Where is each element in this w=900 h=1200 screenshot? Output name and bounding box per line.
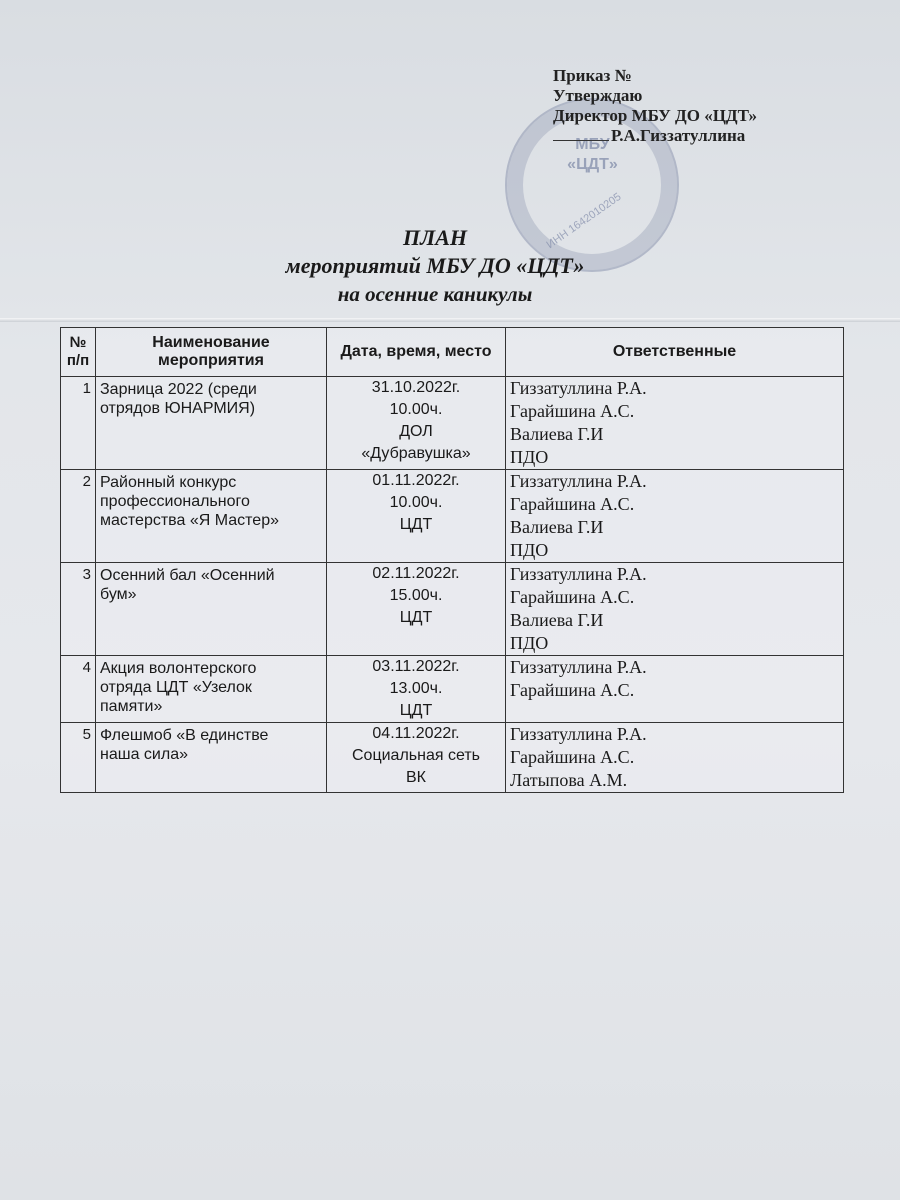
cell-event-name-line: профессионального <box>100 493 250 510</box>
cell-date-place-line: 04.11.2022г. <box>372 725 460 742</box>
stamp-line-1: МБУ <box>575 136 610 153</box>
cell-num: 5 <box>61 723 96 793</box>
cell-event-name <box>96 563 327 656</box>
cell-responsible <box>506 563 844 656</box>
cell-event-name-line: Флешмоб «В единстве <box>100 727 269 744</box>
table-header-row <box>61 328 844 377</box>
cell-date-place-line: 31.10.2022г. <box>371 379 461 396</box>
stamp-line-2: «ЦДТ» <box>567 156 618 173</box>
approval-block <box>553 66 757 146</box>
cell-date-place <box>327 563 506 656</box>
signature-name: Р.А.Гиззатуллина <box>611 126 746 145</box>
cell-date-place-line: 15.00ч. <box>389 587 443 604</box>
cell-responsible-line: Гиззатуллина Р.А. <box>510 657 647 677</box>
cell-event-name-line: мастерства «Я Мастер» <box>100 512 279 529</box>
cell-date-place-line: 13.00ч. <box>389 680 443 697</box>
table-row <box>61 470 844 563</box>
cell-responsible-line: Валиева Г.И <box>510 610 604 630</box>
cell-date-place-line: ЦДТ <box>399 702 433 719</box>
cell-event-name-line: Районный конкурс <box>100 474 237 491</box>
header-name: Наименование мероприятия <box>96 328 327 377</box>
cell-date-place-line: 03.11.2022г. <box>372 658 460 675</box>
paper-fold <box>0 318 900 322</box>
cell-date-place-line: 10.00ч. <box>389 401 443 418</box>
cell-event-name <box>96 377 327 470</box>
header-resp: Ответственные <box>506 328 844 377</box>
cell-date-place-line: 10.00ч. <box>389 494 443 511</box>
table-row <box>61 723 844 793</box>
cell-date-place-line: ЦДТ <box>399 609 433 626</box>
cell-responsible-line: Гарайшина А.С. <box>510 494 635 514</box>
cell-date-place-line: ЦДТ <box>399 516 433 533</box>
cell-responsible <box>506 377 844 470</box>
cell-event-name <box>96 656 327 723</box>
table-row <box>61 656 844 723</box>
cell-responsible-line: Гарайшина А.С. <box>510 680 635 700</box>
cell-date-place <box>327 470 506 563</box>
cell-event-name-line: отрядов ЮНАРМИЯ) <box>100 400 256 417</box>
cell-responsible <box>506 723 844 793</box>
table-row <box>61 563 844 656</box>
cell-responsible-line: Гарайшина А.С. <box>510 587 635 607</box>
order-label: Приказ № <box>553 66 632 85</box>
cell-event-name <box>96 470 327 563</box>
header-num: № п/п <box>61 328 96 377</box>
cell-responsible-line: Латыпова А.М. <box>510 770 628 790</box>
cell-num: 2 <box>61 470 96 563</box>
cell-date-place-line: ВК <box>406 769 426 786</box>
cell-responsible-line: Гарайшина А.С. <box>510 747 635 767</box>
cell-responsible-line: Валиева Г.И <box>510 517 604 537</box>
cell-date-place <box>327 723 506 793</box>
signature-line <box>553 126 757 146</box>
header-date: Дата, время, место <box>327 328 506 377</box>
doc-subtitle: мероприятий МБУ ДО «ЦДТ» <box>285 253 585 278</box>
cell-event-name-line: отряда ЦДТ «Узелок <box>100 679 252 696</box>
cell-responsible-line: Гиззатуллина Р.А. <box>510 724 647 744</box>
cell-num: 3 <box>61 563 96 656</box>
cell-num: 1 <box>61 377 96 470</box>
cell-event-name-line: Зарница 2022 (среди <box>100 381 257 398</box>
stamp-inn: ИНН 1642010205 <box>544 190 624 252</box>
cell-responsible-line: Гарайшина А.С. <box>510 401 635 421</box>
cell-date-place-line: «Дубравушка» <box>361 445 471 462</box>
cell-num: 4 <box>61 656 96 723</box>
cell-event-name-line: бум» <box>100 586 137 603</box>
table-row <box>61 377 844 470</box>
cell-date-place <box>327 656 506 723</box>
table-body <box>61 377 844 793</box>
cell-responsible-line: ПДО <box>510 447 549 467</box>
approve-label: Утверждаю <box>553 86 643 105</box>
cell-date-place <box>327 377 506 470</box>
events-table <box>60 327 844 793</box>
cell-event-name-line: Акция волонтерского <box>100 660 257 677</box>
cell-event-name-line: наша сила» <box>100 746 188 763</box>
cell-event-name-line: памяти» <box>100 698 163 715</box>
cell-responsible <box>506 470 844 563</box>
cell-responsible-line: Валиева Г.И <box>510 424 604 444</box>
cell-responsible-line: ПДО <box>510 633 549 653</box>
cell-date-place-line: 01.11.2022г. <box>372 472 460 489</box>
director-label: Директор МБУ ДО «ЦДТ» <box>553 106 758 125</box>
doc-title: ПЛАН <box>403 225 467 250</box>
cell-responsible <box>506 656 844 723</box>
cell-responsible-line: Гиззатуллина Р.А. <box>510 471 647 491</box>
cell-responsible-line: Гиззатуллина Р.А. <box>510 564 647 584</box>
doc-subtitle-2: на осенние каникулы <box>337 282 533 306</box>
signature-underline <box>553 140 609 141</box>
cell-date-place-line: ДОЛ <box>399 423 433 440</box>
cell-responsible-line: Гиззатуллина Р.А. <box>510 378 647 398</box>
cell-event-name <box>96 723 327 793</box>
cell-date-place-line: 02.11.2022г. <box>372 565 460 582</box>
cell-date-place-line: Социальная сеть <box>352 747 480 764</box>
cell-event-name-line: Осенний бал «Осенний <box>100 567 275 584</box>
cell-responsible-line: ПДО <box>510 540 549 560</box>
